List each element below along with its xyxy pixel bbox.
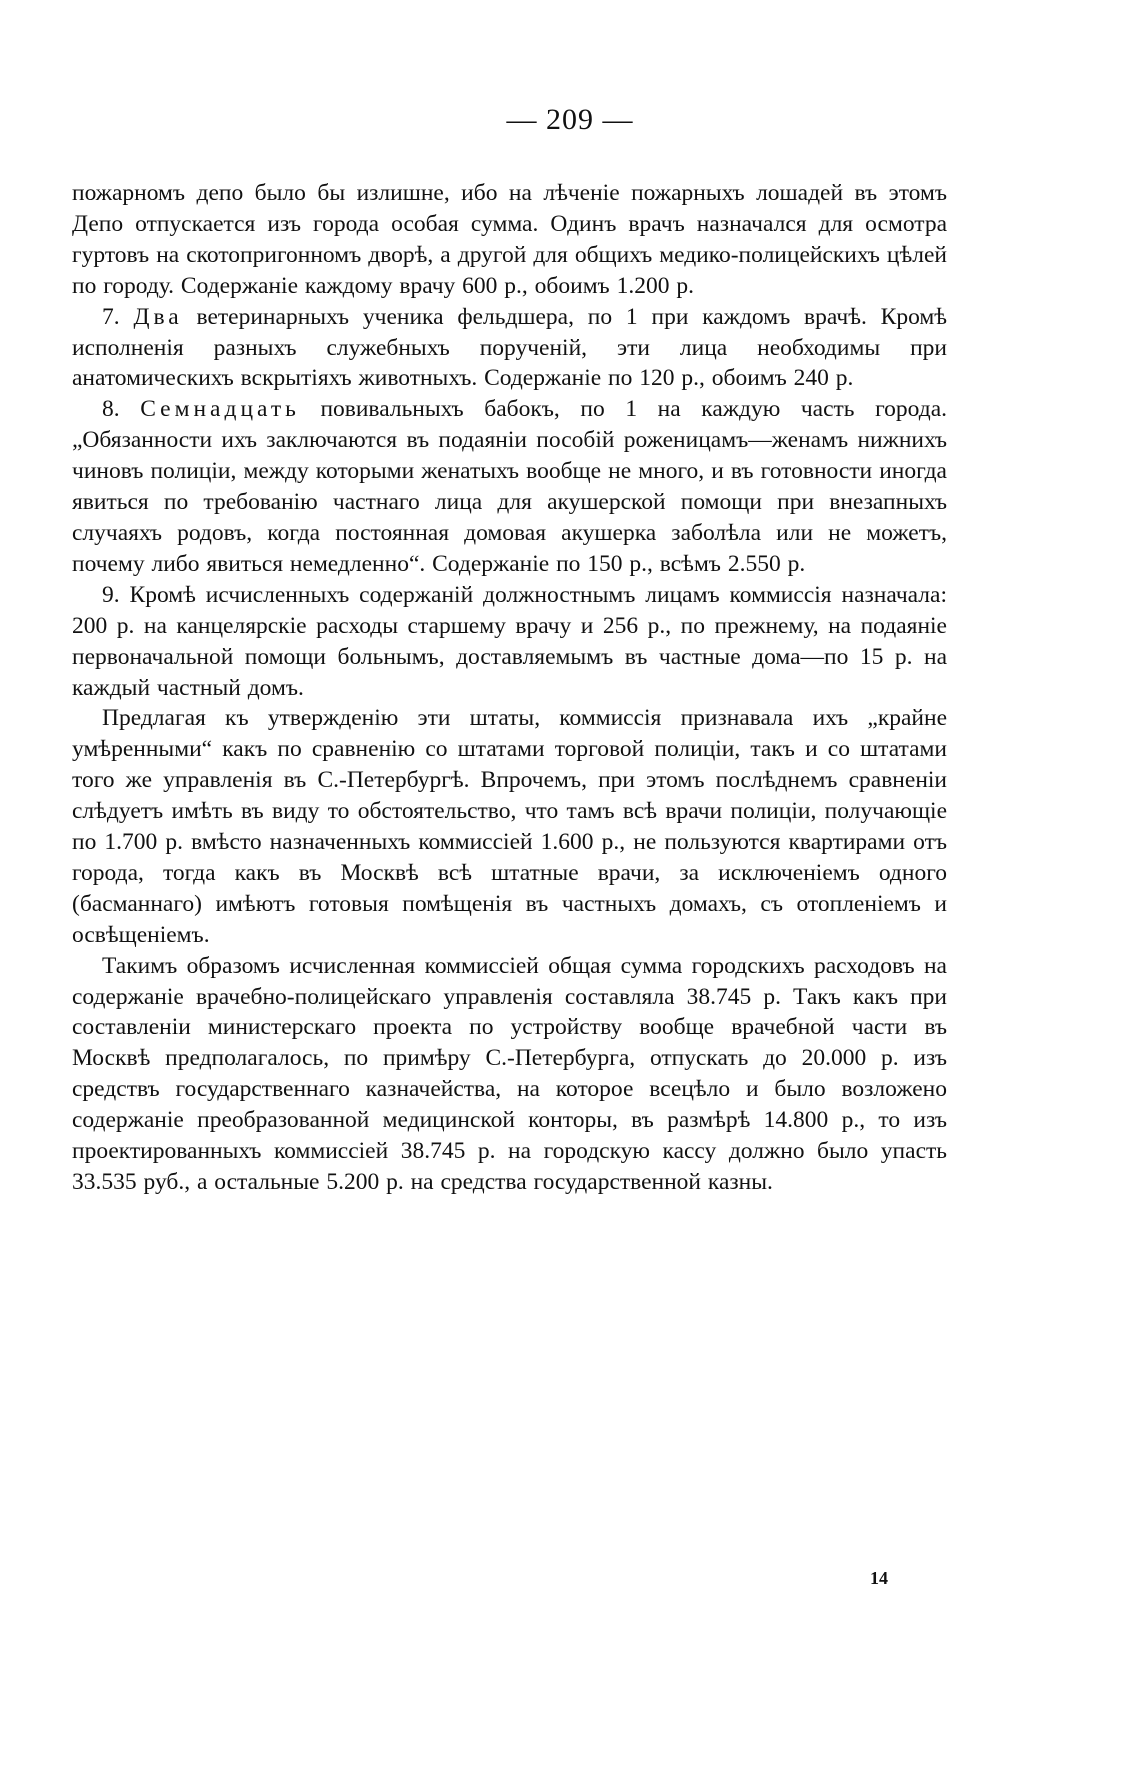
page-number-header: — 209 —	[506, 103, 634, 136]
body-text	[72, 178, 947, 1198]
paragraph-text: повивальныхъ бабокъ, по 1 на каждую часть города. „Обязанности ихъ заключаются въ подаяніи пособій роженицамъ—женамъ нижнихъ чиновъ полиціи, между которыми женатыхъ вообще не много, и въ готовности иногда явиться по требованію частнаго лица для акушерской помощи при внезапныхъ случаяхъ родовъ, когда постоянная домовая акушерка заболѣла или не можетъ, почему либо явиться немедленно“. Содержаніе по 150 р., всѣмъ 2.550 р.	[72, 396, 947, 577]
item-number: 8.	[102, 396, 141, 423]
paragraph-item-9	[72, 580, 947, 704]
paragraph-staff-comparison	[72, 703, 947, 950]
paragraph-total-expenses	[72, 951, 947, 1198]
paragraph-text: Такимъ образомъ исчисленная коммиссіей общая сумма городскихъ расходовъ на содержаніе врачебно-полицейскаго управленія составляла 38.745 р. Такъ какъ при составленіи министерскаго проекта по устройству вообще врачебной части въ Москвѣ предполагалось, по примѣру С.-Петербурга, отпускать до 20.000 р. изъ средствъ государственнаго казначейства, на которое всецѣло и было возложено содержаніе преобразованной медицинской конторы, въ размѣрѣ 14.800 р., то изъ проектированныхъ коммиссіей 38.745 р. на городскую кассу должно было упасть 33.535 руб., а остальные 5.200 р. на средства государственной казны.	[72, 952, 947, 1195]
spaced-keyword: Семнадцать	[140, 396, 300, 423]
paragraph-text: пожарномъ депо было бы излишне, ибо на лѣченіе пожарныхъ лошадей въ этомъ Депо отпускается изъ города особая сумма. Одинъ врачъ назначался для осмотра гуртовъ на скотопригонномъ дворѣ, а другой для общихъ медико-полицейскихъ цѣлей по городу. Содержаніе каждому врачу 600 р., обоимъ 1.200 р.	[72, 180, 947, 299]
paragraph-text: ветеринарныхъ ученика фельдшера, по 1 при каждомъ врачѣ. Кромѣ исполненія разныхъ служебныхъ порученій, эти лица необходимы при анатомическихъ вскрытіяхъ животныхъ. Содержаніе по 120 р., обоимъ 240 р.	[72, 303, 948, 392]
paragraph-text: Предлагая къ утвержденію эти штаты, коммиссія признавала ихъ „крайне умѣренными“ какъ по сравненію со штатами торговой полиціи, такъ и со штатами того же управленія въ С.-Петербургѣ. Впрочемъ, при этомъ послѣднемъ сравненіи слѣдуетъ имѣть въ виду то обстоятельство, что тамъ всѣ врачи полиціи, получающіе по 1.700 р. вмѣсто назначенныхъ коммиссіей 1.600 р., не пользуются квартирами отъ города, тогда какъ въ Москвѣ всѣ штатные врачи, за исключеніемъ одного (басманнаго) имѣютъ готовыя помѣщенія въ частныхъ домахъ, съ отопленіемъ и освѣщеніемъ.	[72, 705, 947, 948]
item-number: 7.	[102, 303, 134, 330]
paragraph-continuation	[72, 178, 947, 302]
signature-mark: 14	[870, 1568, 888, 1588]
spaced-keyword: Два	[133, 303, 183, 330]
paragraph-text: 9. Кромѣ исчисленныхъ содержаній должностнымъ лицамъ коммиссія назначала: 200 р. на канцелярскіе расходы старшему врачу и 256 р., по прежнему, на подаяніе первоначальной помощи больнымъ, доставляемымъ въ частные дома—по 15 р. на каждый частный домъ.	[72, 581, 947, 701]
paragraph-item-7	[72, 302, 947, 395]
paragraph-item-8	[72, 394, 947, 579]
